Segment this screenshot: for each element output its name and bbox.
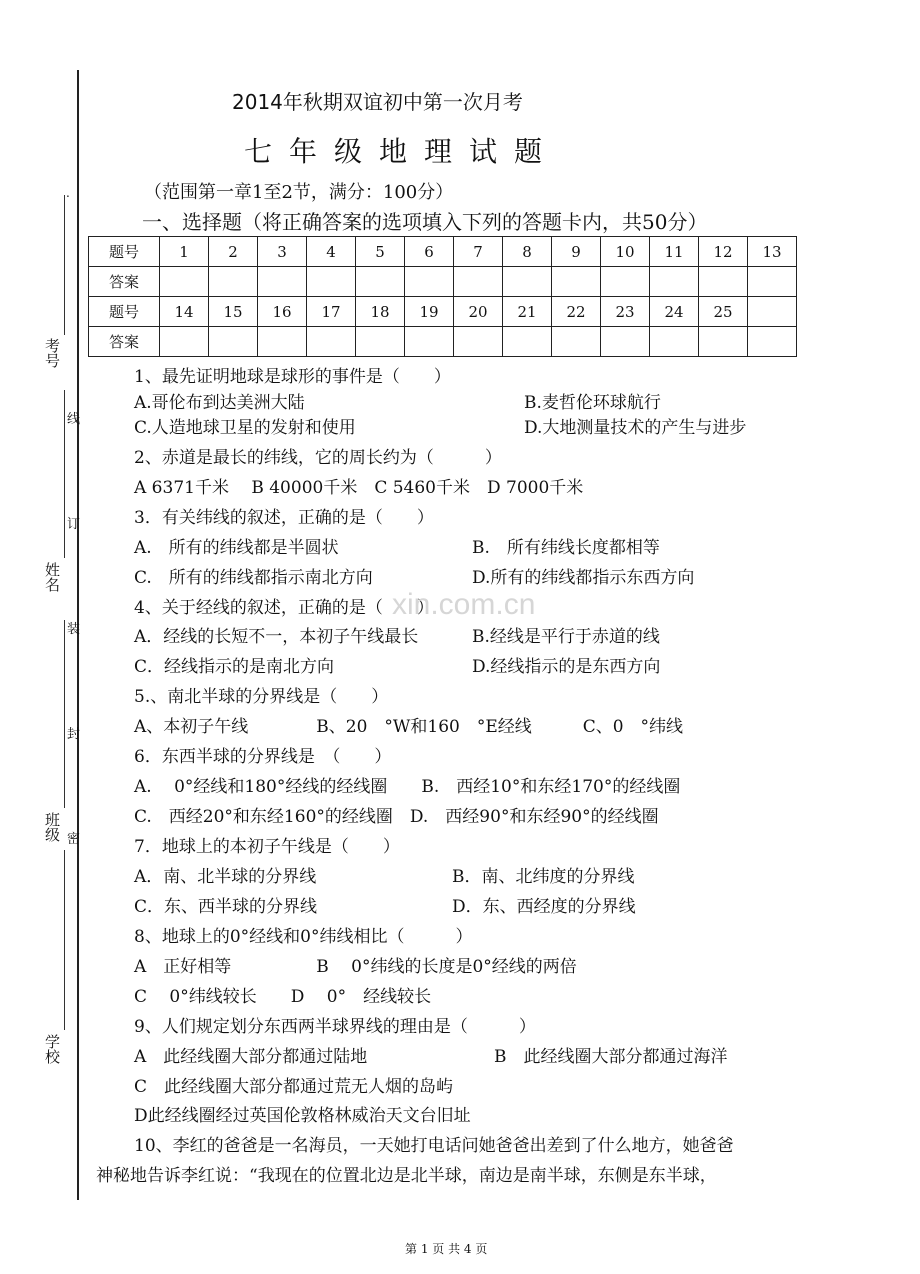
label-exam-number: 考号 xyxy=(43,338,61,368)
table-row xyxy=(89,327,797,357)
question-1-stem: 1、最先证明地球是球形的事件是（ ） xyxy=(134,367,451,387)
seal-char-mi: 密 xyxy=(67,832,81,847)
answer-cell[interactable] xyxy=(405,327,454,357)
question-4-option-d: D.经线指示的是东西方向 xyxy=(472,657,661,677)
question-number: 10 xyxy=(601,237,650,267)
question-1-option-b: B.麦哲伦环球航行 xyxy=(524,393,661,413)
answer-cell[interactable] xyxy=(748,267,797,297)
question-1-option-a: A.哥伦布到达美洲大陆 xyxy=(134,393,305,413)
question-number: 18 xyxy=(356,297,405,327)
answer-cell[interactable] xyxy=(209,327,258,357)
question-number: 21 xyxy=(503,297,552,327)
label-school: 学校 xyxy=(43,1034,61,1064)
question-number: 17 xyxy=(307,297,356,327)
question-5-stem: 5.、南北半球的分界线是（ ） xyxy=(134,687,389,707)
question-number: 3 xyxy=(258,237,307,267)
row-label: 题号 xyxy=(89,297,160,327)
question-number xyxy=(748,297,797,327)
row-label: 答案 xyxy=(89,267,160,297)
question-3-option-c: C. 所有的纬线都指示南北方向 xyxy=(134,568,373,588)
answer-cell[interactable] xyxy=(258,267,307,297)
answer-cell[interactable] xyxy=(552,267,601,297)
question-number: 24 xyxy=(650,297,699,327)
question-4-stem: 4、关于经线的叙述，正确的是（ ） xyxy=(134,598,434,618)
question-3-option-a: A. 所有的纬线都是半圆状 xyxy=(134,538,339,558)
question-number: 12 xyxy=(699,237,748,267)
question-number: 4 xyxy=(307,237,356,267)
margin-dot: . xyxy=(66,186,70,200)
answer-card-table xyxy=(88,236,797,357)
exam-scope: （范围第一章1至2节，满分：100分） xyxy=(144,182,454,203)
answer-cell[interactable] xyxy=(307,327,356,357)
question-number: 9 xyxy=(552,237,601,267)
question-number: 23 xyxy=(601,297,650,327)
answer-cell[interactable] xyxy=(356,267,405,297)
answer-cell[interactable] xyxy=(699,327,748,357)
question-9-option-c: C 此经线圈大部分都通过荒无人烟的岛屿 xyxy=(134,1077,454,1097)
answer-cell[interactable] xyxy=(258,327,307,357)
question-10-stem: 10、李红的爸爸是一名海员，一天她打电话问她爸爸出差到了什么地方，她爸爸 xyxy=(134,1136,734,1156)
question-7-option-c: C．东、西半球的分界线 xyxy=(134,897,318,917)
section-heading: 一、选择题（将正确答案的选项填入下列的答题卡内，共50分） xyxy=(142,210,708,234)
question-2-options: A 6371千米 B 40000千米 C 5460千米 D 7000千米 xyxy=(134,478,584,498)
answer-cell[interactable] xyxy=(748,327,797,357)
question-6-stem: 6．东西半球的分界线是 （ ） xyxy=(134,747,392,767)
question-number: 1 xyxy=(160,237,209,267)
question-number: 2 xyxy=(209,237,258,267)
question-number: 5 xyxy=(356,237,405,267)
label-name: 姓名 xyxy=(43,562,61,592)
answer-cell[interactable] xyxy=(356,327,405,357)
answer-cell[interactable] xyxy=(699,267,748,297)
answer-cell[interactable] xyxy=(552,327,601,357)
question-number: 16 xyxy=(258,297,307,327)
seal-char-xian: 线 xyxy=(67,412,81,427)
answer-cell[interactable] xyxy=(601,267,650,297)
seal-char-ding: 订 xyxy=(67,517,81,532)
question-9-stem: 9、人们规定划分东西两半球界线的理由是（ ） xyxy=(134,1017,536,1037)
question-8-options-cd: C 0°纬线较长 D 0° 经线较长 xyxy=(134,987,432,1007)
answer-cell[interactable] xyxy=(307,267,356,297)
question-4-option-a: A．经线的长短不一，本初子午线最长 xyxy=(134,627,419,647)
question-7-option-a: A．南、北半球的分界线 xyxy=(134,867,317,887)
row-label: 题号 xyxy=(89,237,160,267)
name-underline xyxy=(64,390,65,558)
seal-char-zhuang: 装 xyxy=(67,622,81,637)
seal-char-feng: 封 xyxy=(67,727,81,742)
question-9-option-b: B 此经线圈大部分都通过海洋 xyxy=(494,1047,728,1067)
question-1-option-c: C.人造地球卫星的发射和使用 xyxy=(134,418,356,438)
question-3-option-b: B. 所有纬线长度都相等 xyxy=(472,538,660,558)
table-row xyxy=(89,297,797,327)
question-7-option-d: D．东、西经度的分界线 xyxy=(452,897,636,917)
question-8-stem: 8、地球上的0°经线和0°纬线相比（ ） xyxy=(134,927,473,947)
exam-number-underline xyxy=(64,195,65,335)
question-7-stem: 7．地球上的本初子午线是（ ） xyxy=(134,837,400,857)
answer-cell[interactable] xyxy=(650,267,699,297)
answer-cell[interactable] xyxy=(503,267,552,297)
question-number: 7 xyxy=(454,237,503,267)
question-number: 6 xyxy=(405,237,454,267)
page-footer: 第 1 页 共 4 页 xyxy=(405,1242,488,1256)
question-4-option-c: C．经线指示的是南北方向 xyxy=(134,657,335,677)
answer-cell[interactable] xyxy=(209,267,258,297)
question-number: 22 xyxy=(552,297,601,327)
answer-cell[interactable] xyxy=(650,327,699,357)
row-label: 答案 xyxy=(89,327,160,357)
question-3-stem: 3．有关纬线的叙述，正确的是（ ） xyxy=(134,508,434,528)
question-number: 13 xyxy=(748,237,797,267)
answer-cell[interactable] xyxy=(454,327,503,357)
table-row xyxy=(89,237,797,267)
question-number: 14 xyxy=(160,297,209,327)
answer-cell[interactable] xyxy=(405,267,454,297)
question-number: 15 xyxy=(209,297,258,327)
subject-title: 七年级地理试题 xyxy=(244,135,560,168)
question-number: 25 xyxy=(699,297,748,327)
question-number: 20 xyxy=(454,297,503,327)
answer-cell[interactable] xyxy=(503,327,552,357)
question-6-options-ab: A. 0°经线和180°经线的经线圈 B. 西经10°和东经170°的经线圈 xyxy=(134,777,681,797)
question-number: 8 xyxy=(503,237,552,267)
question-4-option-b: B.经线是平行于赤道的线 xyxy=(472,627,660,647)
question-3-option-d: D.所有的纬线都指示东西方向 xyxy=(472,568,695,588)
exam-title: 2014年秋期双谊初中第一次月考 xyxy=(232,90,523,114)
watermark: xin.com.cn xyxy=(392,588,536,621)
question-7-option-b: B．南、北纬度的分界线 xyxy=(452,867,635,887)
question-10-continuation: 神秘地告诉李红说：“我现在的位置北边是北半球，南边是南半球，东侧是东半球， xyxy=(96,1166,717,1186)
table-row xyxy=(89,267,797,297)
question-5-options: A、本初子午线 B、20 °W和160 °E经线 C、0 °纬线 xyxy=(134,717,684,737)
question-number: 19 xyxy=(405,297,454,327)
answer-cell[interactable] xyxy=(601,327,650,357)
class-underline xyxy=(64,620,65,808)
answer-cell[interactable] xyxy=(160,327,209,357)
question-8-options-ab: A 正好相等 B 0°纬线的长度是0°经线的两倍 xyxy=(134,957,577,977)
question-1-option-d: D.大地测量技术的产生与进步 xyxy=(524,418,747,438)
question-9-option-d: D此经线圈经过英国伦敦格林威治天文台旧址 xyxy=(134,1106,471,1126)
label-class: 班级 xyxy=(43,812,61,842)
school-underline xyxy=(64,850,65,1030)
question-6-options-cd: C. 西经20°和东经160°的经线圈 D. 西经90°和东经90°的经线圈 xyxy=(134,807,659,827)
answer-cell[interactable] xyxy=(160,267,209,297)
question-number: 11 xyxy=(650,237,699,267)
question-2-stem: 2、赤道是最长的纬线，它的周长约为（ ） xyxy=(134,448,502,468)
answer-cell[interactable] xyxy=(454,267,503,297)
question-9-option-a: A 此经线圈大部分都通过陆地 xyxy=(134,1047,368,1067)
